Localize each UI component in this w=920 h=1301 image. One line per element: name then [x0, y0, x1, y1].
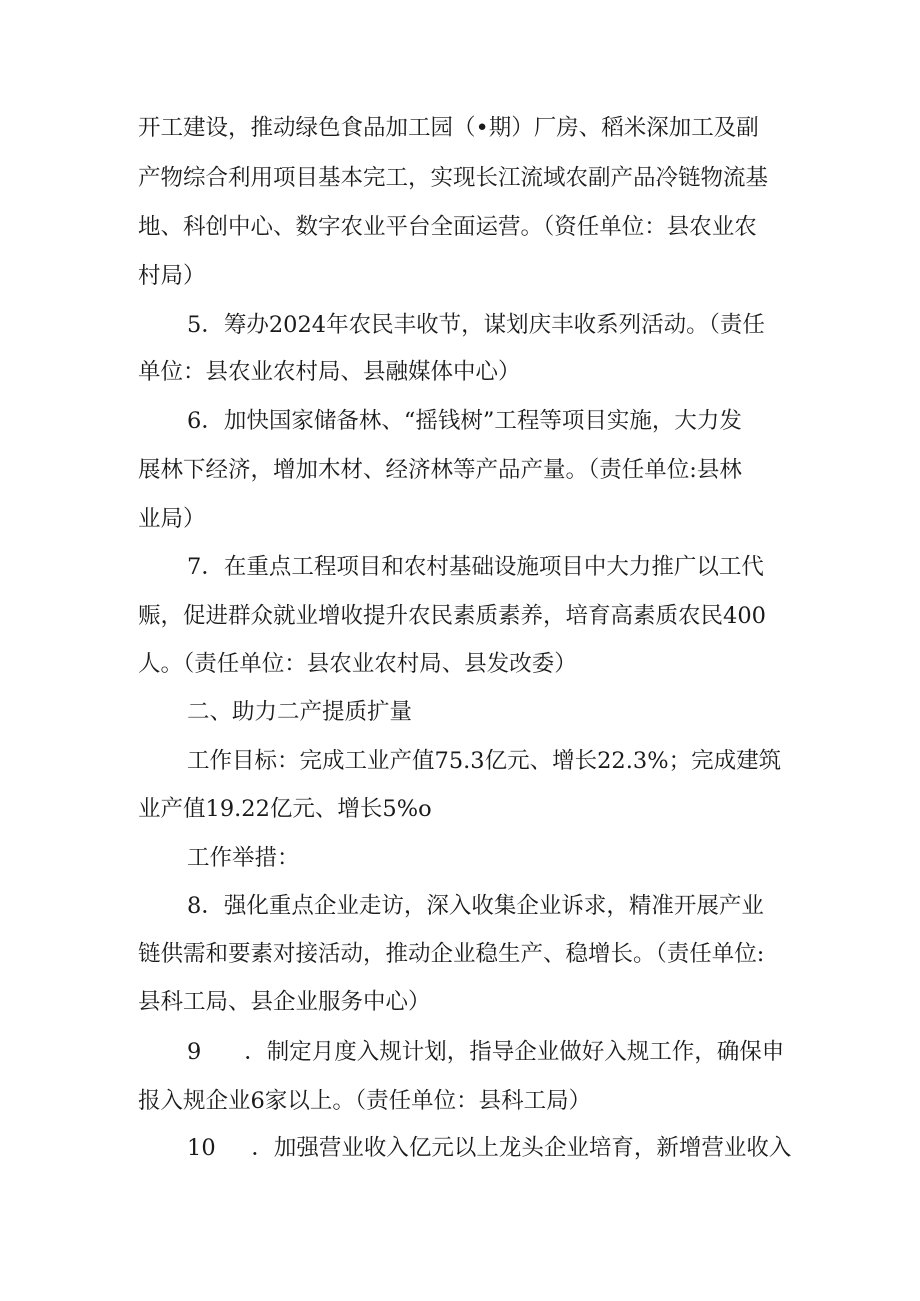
paragraph-line	[0, 261, 920, 291]
paragraph-line	[0, 163, 784, 193]
work-measures-heading	[0, 843, 920, 873]
line-text: 单位：县农业农村局、县融媒体中心）	[138, 359, 521, 385]
line-text: 5．筹办2024年农民丰收节，谋划庆丰收系列活动。（责任	[187, 312, 765, 338]
work-goal-line	[0, 746, 920, 776]
line-text: 产物综合利用项目基本完工，实现长江流域农副产品冷链物流基	[138, 165, 769, 191]
item-7-line	[0, 649, 920, 679]
line-text: 地、科创中心、数字农业平台全面运营。（资任单位：县农业农	[138, 214, 757, 240]
item-6-line	[0, 455, 920, 485]
line-text: 开工建设，推动绿色食品加工园（•期）厂房、稻米深加工及副	[138, 115, 759, 141]
work-goal-line	[0, 794, 920, 824]
line-text: 赈，促进群众就业增收提升农民素质素养，培育高素质农民400	[138, 603, 766, 629]
item-8-line	[0, 987, 920, 1017]
line-text: 6．加快国家储备林、“摇钱树”工程等项目实施，大力发	[187, 408, 742, 434]
line-text: 工作目标：完成工业产值75.3亿元、增长22.3%；完成建筑	[187, 748, 782, 774]
item-9-line	[0, 1037, 920, 1067]
paragraph-line	[0, 113, 784, 143]
item-10-line	[0, 1133, 920, 1163]
line-text: 9 ．制定月度入规计划，指导企业做好入规工作，确保申	[187, 1039, 785, 1065]
line-text: 8．强化重点企业走访，深入收集企业诉求，精准开展产业	[187, 893, 764, 919]
line-text: 链供需和要素对接活动，推动企业稳生产、稳增长。（责任单位:	[138, 941, 765, 967]
line-text: 展林下经济，增加木材、经济林等产品产量。（责任单位:县林	[138, 457, 742, 483]
paragraph-line	[0, 212, 784, 242]
item-7-line	[0, 601, 920, 631]
item-9-line	[0, 1086, 920, 1116]
item-6-line	[0, 504, 920, 534]
item-8-line	[0, 891, 920, 921]
line-text: 报入规企业6家以上。（责任单位：县科工局）	[138, 1088, 592, 1114]
item-7-line	[0, 552, 920, 582]
line-text: 村局）	[138, 263, 206, 289]
item-5-line	[0, 357, 920, 387]
heading-text: 二、助力二产提质扩量	[187, 699, 413, 725]
line-text: 县科工局、县企业服务中心）	[138, 989, 431, 1015]
line-text: 7．在重点工程项目和农村基础设施项目中大力推广以工代	[187, 554, 764, 580]
line-text: 10 ．加强营业收入亿元以上龙头企业培育，新增营业收入	[187, 1135, 792, 1161]
line-text: 业产值19.22亿元、增长5%o	[138, 796, 432, 822]
item-6-line	[0, 406, 920, 436]
section-heading	[0, 697, 920, 727]
line-text: 人。（责任单位：县农业农村局、县发改委）	[138, 651, 577, 677]
item-8-line	[0, 939, 920, 969]
line-text: 工作举措：	[187, 845, 300, 871]
line-text: 业局）	[138, 506, 206, 532]
item-5-line	[0, 310, 920, 340]
